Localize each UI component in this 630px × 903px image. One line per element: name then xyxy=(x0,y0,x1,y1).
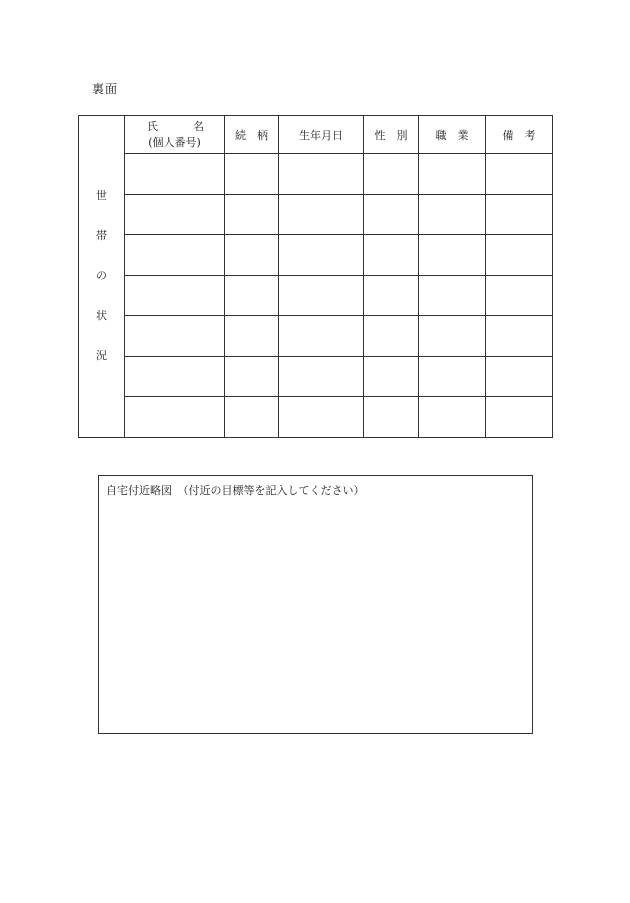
cell-name[interactable] xyxy=(125,194,225,235)
header-name-char-1: 氏 xyxy=(147,119,158,133)
cell-remarks[interactable] xyxy=(486,356,553,397)
cell-occupation[interactable] xyxy=(419,154,486,195)
cell-sex[interactable] xyxy=(364,397,419,438)
table-row xyxy=(79,194,553,235)
cell-sex[interactable] xyxy=(364,194,419,235)
cell-remarks[interactable] xyxy=(486,316,553,357)
table-header-row xyxy=(79,116,553,154)
table-row xyxy=(79,154,553,195)
header-relation: 続 柄 xyxy=(225,116,279,154)
header-occupation: 職 業 xyxy=(419,116,486,154)
table-row xyxy=(79,275,553,316)
cell-birthdate[interactable] xyxy=(279,194,364,235)
cell-birthdate[interactable] xyxy=(279,316,364,357)
cell-relation[interactable] xyxy=(225,275,279,316)
side-label-char: 況 xyxy=(96,349,107,363)
table-row xyxy=(79,235,553,276)
cell-birthdate[interactable] xyxy=(279,154,364,195)
header-name-char-2: 名 xyxy=(193,119,204,133)
cell-relation[interactable] xyxy=(225,194,279,235)
side-label-char: 世 xyxy=(96,189,107,203)
cell-relation[interactable] xyxy=(225,235,279,276)
cell-occupation[interactable] xyxy=(419,235,486,276)
cell-remarks[interactable] xyxy=(486,194,553,235)
household-side-label-stack xyxy=(79,176,124,376)
cell-name[interactable] xyxy=(125,356,225,397)
table-row xyxy=(79,397,553,438)
cell-birthdate[interactable] xyxy=(279,275,364,316)
side-label-char: 帯 xyxy=(96,229,107,243)
table-row xyxy=(79,356,553,397)
cell-relation[interactable] xyxy=(225,316,279,357)
header-remarks: 備 考 xyxy=(486,116,553,154)
household-status-table xyxy=(78,115,553,438)
cell-name[interactable] xyxy=(125,397,225,438)
header-name xyxy=(125,116,225,154)
cell-relation[interactable] xyxy=(225,154,279,195)
header-sex: 性 別 xyxy=(364,116,419,154)
cell-relation[interactable] xyxy=(225,356,279,397)
cell-name[interactable] xyxy=(125,316,225,357)
cell-name[interactable] xyxy=(125,275,225,316)
cell-occupation[interactable] xyxy=(419,356,486,397)
table-row xyxy=(79,316,553,357)
cell-occupation[interactable] xyxy=(419,397,486,438)
cell-remarks[interactable] xyxy=(486,154,553,195)
cell-name[interactable] xyxy=(125,154,225,195)
cell-occupation[interactable] xyxy=(419,316,486,357)
home-area-map-box[interactable] xyxy=(98,475,533,734)
cell-occupation[interactable] xyxy=(419,194,486,235)
cell-sex[interactable] xyxy=(364,356,419,397)
cell-remarks[interactable] xyxy=(486,275,553,316)
page-side-label: 裏面 xyxy=(92,82,119,96)
cell-birthdate[interactable] xyxy=(279,235,364,276)
side-label-char: の xyxy=(96,269,107,283)
cell-name[interactable] xyxy=(125,235,225,276)
cell-relation[interactable] xyxy=(225,397,279,438)
side-label-char: 状 xyxy=(96,309,107,323)
cell-remarks[interactable] xyxy=(486,397,553,438)
header-name-sub: (個人番号) xyxy=(148,135,201,149)
cell-sex[interactable] xyxy=(364,316,419,357)
header-name-top xyxy=(125,119,224,135)
map-box-title: 自宅付近略図 （付近の目標等を記入してください） xyxy=(106,484,365,497)
cell-birthdate[interactable] xyxy=(279,397,364,438)
header-birthdate: 生年月日 xyxy=(279,116,364,154)
household-side-label xyxy=(79,116,125,438)
cell-occupation[interactable] xyxy=(419,275,486,316)
cell-sex[interactable] xyxy=(364,235,419,276)
cell-remarks[interactable] xyxy=(486,235,553,276)
cell-sex[interactable] xyxy=(364,275,419,316)
cell-sex[interactable] xyxy=(364,154,419,195)
cell-birthdate[interactable] xyxy=(279,356,364,397)
